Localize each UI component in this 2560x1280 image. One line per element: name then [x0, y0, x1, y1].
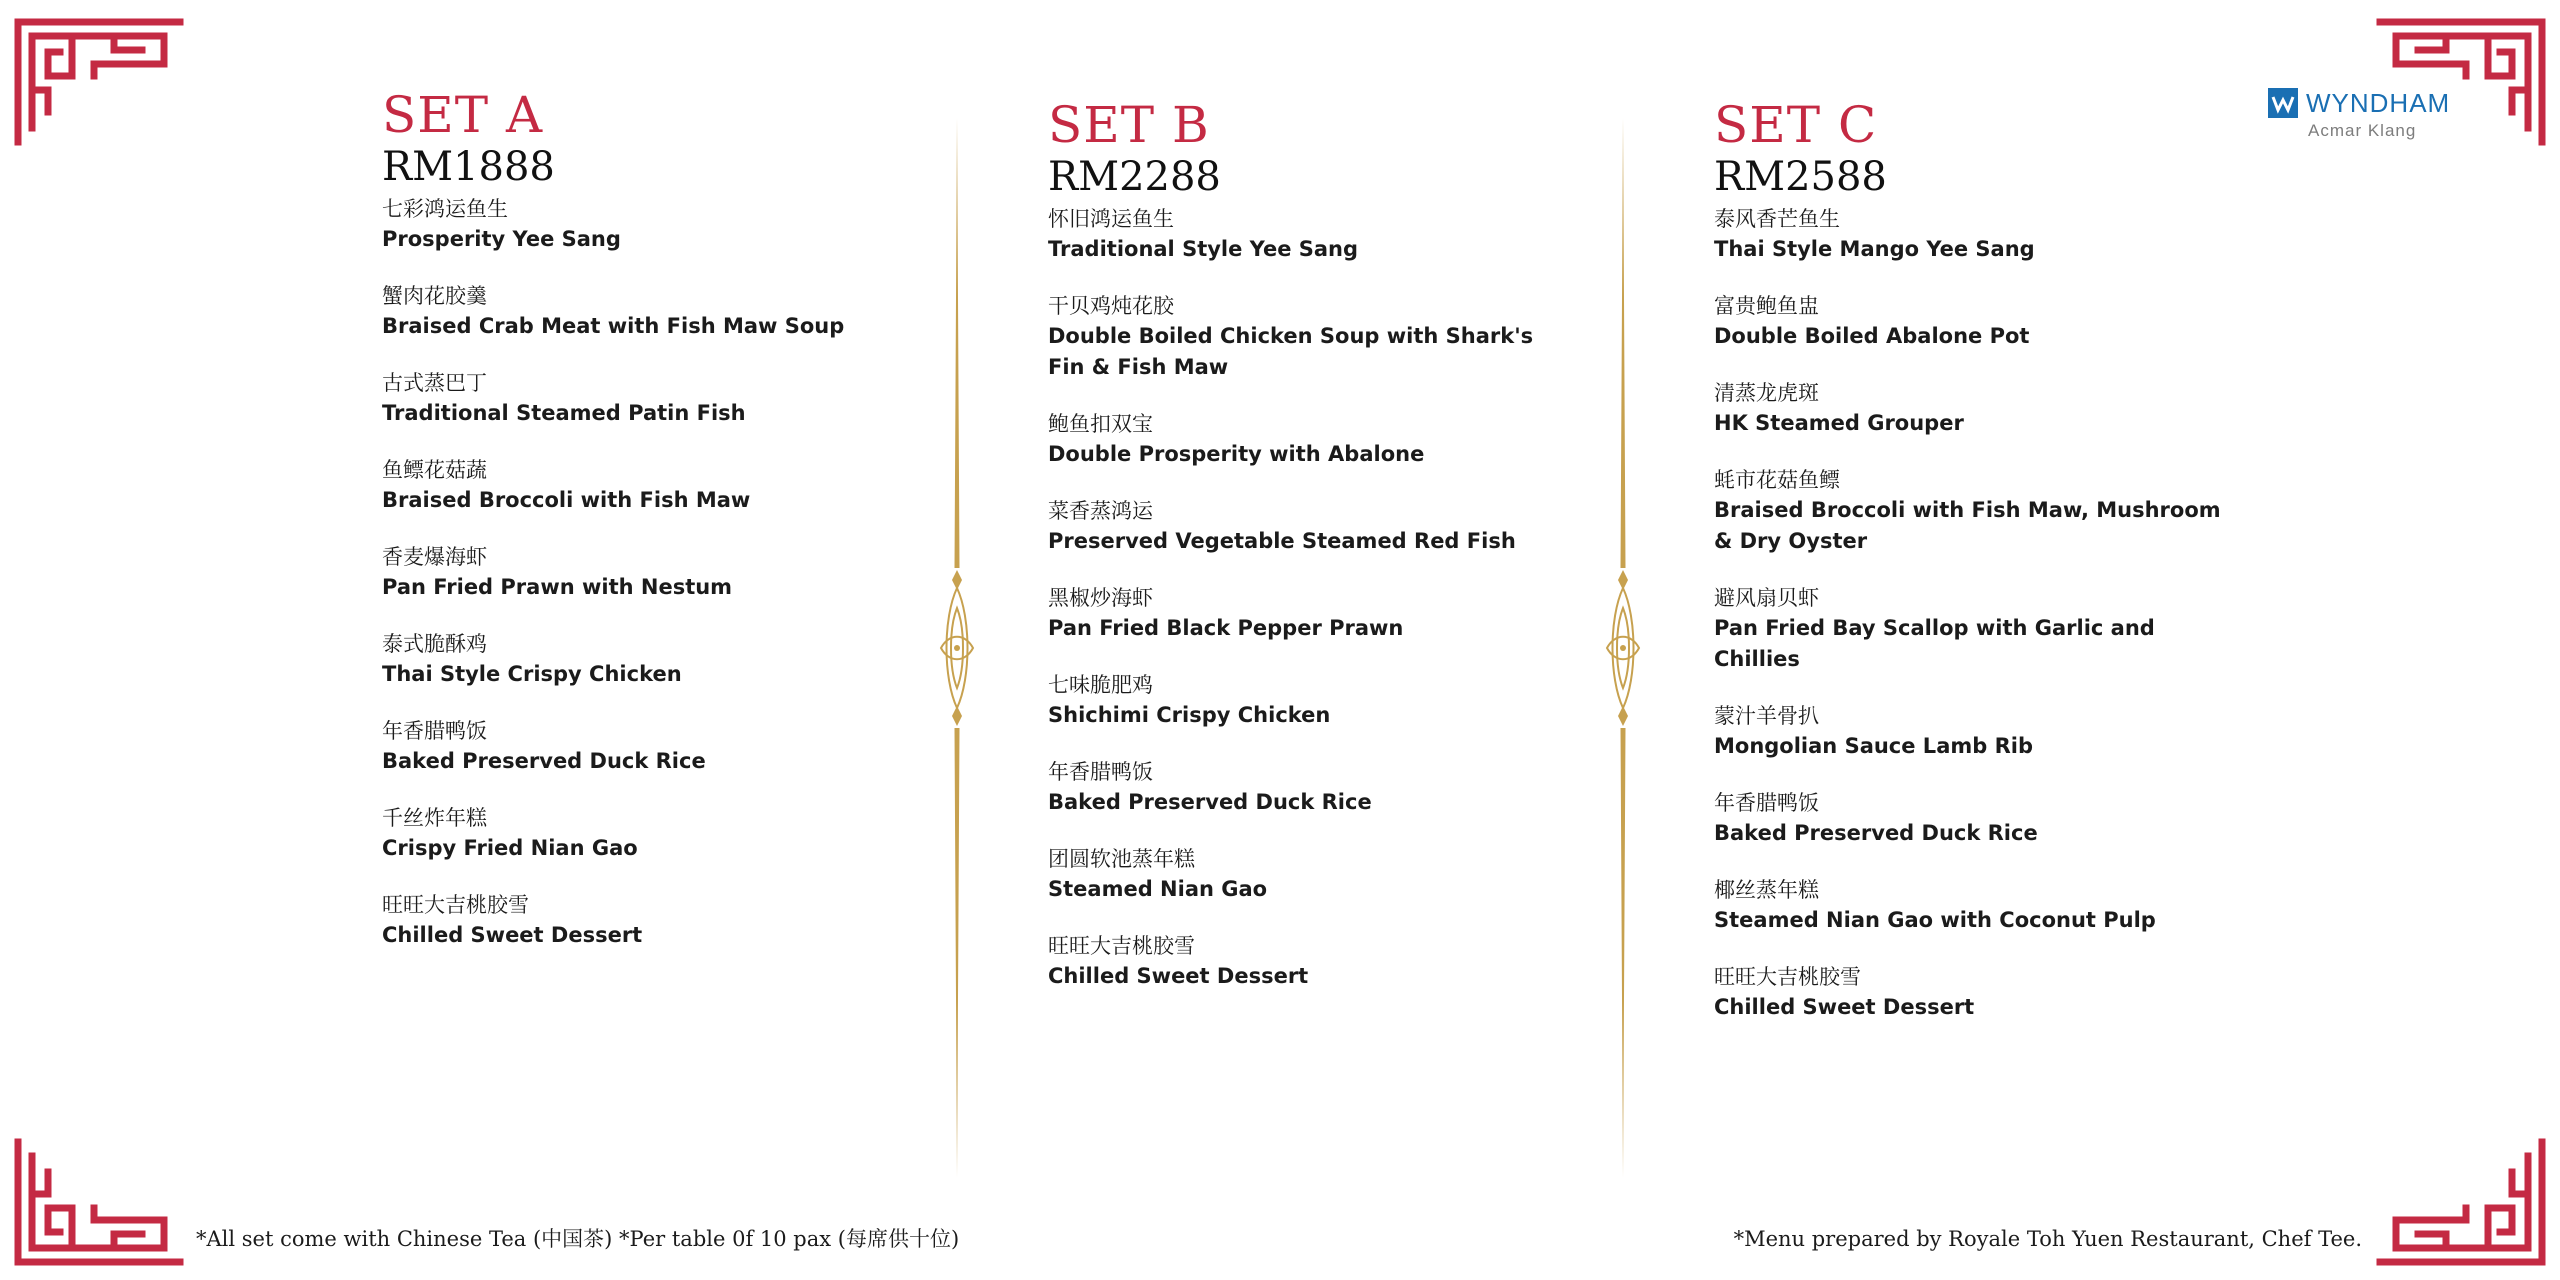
- set-price: RM1888: [382, 144, 555, 190]
- dish-english-name: Traditional Steamed Patin Fish: [382, 401, 746, 425]
- dish-english-name: Chilled Sweet Dessert: [1714, 995, 1975, 1019]
- set-title: SET B: [1048, 96, 1210, 154]
- dish-chinese-name: 椰丝蒸年糕: [1714, 878, 1819, 902]
- dish-english-name: Pan Fried Bay Scallop with Garlic and Chillies: [1714, 616, 2155, 671]
- set-title: SET A: [382, 86, 544, 144]
- dish-english-name: Chilled Sweet Dessert: [382, 923, 643, 947]
- corner-fret-ornament-top-left: [14, 18, 184, 146]
- dish-chinese-name: 蟹肉花胶羹: [382, 284, 487, 308]
- menu-item: [1714, 204, 2234, 265]
- dish-chinese-name: 年香腊鸭饭: [1048, 760, 1153, 784]
- menu-item: [382, 368, 902, 429]
- dish-english-name: Baked Preserved Duck Rice: [1714, 821, 2038, 845]
- wyndham-logo: [2268, 86, 2468, 146]
- menu-item: [1048, 583, 1568, 644]
- menu-item: [1048, 757, 1568, 818]
- gold-ornamental-divider: [937, 118, 977, 1178]
- dish-chinese-name: 团圆软池蒸年糕: [1048, 847, 1195, 871]
- dish-chinese-name: 旺旺大吉桃胶雪: [1048, 934, 1195, 958]
- menu-item: [1714, 788, 2234, 849]
- menu-item: [382, 803, 902, 864]
- dish-english-name: Braised Broccoli with Fish Maw: [382, 488, 751, 512]
- dish-english-name: Baked Preserved Duck Rice: [1048, 790, 1372, 814]
- dish-chinese-name: 七彩鸿运鱼生: [382, 197, 508, 221]
- dish-english-name: Shichimi Crispy Chicken: [1048, 703, 1331, 727]
- menu-item: [1714, 875, 2234, 936]
- dish-chinese-name: 年香腊鸭饭: [382, 719, 487, 743]
- dish-chinese-name: 泰式脆酥鸡: [382, 632, 487, 656]
- dish-chinese-name: 七味脆肥鸡: [1048, 673, 1153, 697]
- menu-item: [382, 542, 902, 603]
- menu-item: [1714, 465, 2234, 557]
- dish-chinese-name: 蒙汁羊骨扒: [1714, 704, 1819, 728]
- dish-chinese-name: 干贝鸡炖花胶: [1048, 294, 1174, 318]
- dish-english-name: Pan Fried Prawn with Nestum: [382, 575, 733, 599]
- dish-chinese-name: 黑椒炒海虾: [1048, 586, 1153, 610]
- dish-chinese-name: 蚝市花菇鱼鳔: [1714, 468, 1840, 492]
- dish-english-name: Mongolian Sauce Lamb Rib: [1714, 734, 2033, 758]
- dish-english-name: Prosperity Yee Sang: [382, 227, 621, 251]
- dish-english-name: Chilled Sweet Dessert: [1048, 964, 1309, 988]
- dish-english-name: Preserved Vegetable Steamed Red Fish: [1048, 529, 1516, 553]
- menu-item: [1048, 496, 1568, 557]
- menu-item: [1714, 962, 2234, 1023]
- menu-item: [1048, 409, 1568, 470]
- dish-english-name: Braised Crab Meat with Fish Maw Soup: [382, 314, 845, 338]
- dish-english-name: Crispy Fried Nian Gao: [382, 836, 638, 860]
- menu-item: [1714, 378, 2234, 439]
- menu-item: [382, 629, 902, 690]
- logo-sublabel: Acmar Klang: [2308, 121, 2417, 140]
- gold-ornamental-divider: [1603, 118, 1643, 1178]
- dish-chinese-name: 千丝炸年糕: [382, 806, 487, 830]
- dish-chinese-name: 鲍鱼扣双宝: [1048, 412, 1153, 436]
- logo-name: WYNDHAM: [2306, 88, 2451, 118]
- dish-english-name: Double Prosperity with Abalone: [1048, 442, 1425, 466]
- wyndham-w-icon: [2268, 88, 2298, 118]
- dish-chinese-name: 年香腊鸭饭: [1714, 791, 1819, 815]
- menu-item: [1714, 291, 2234, 352]
- footer-note-right: *Menu prepared by Royale Toh Yuen Restaurant, Chef Tee.: [1733, 1227, 2362, 1251]
- dish-english-name: Traditional Style Yee Sang: [1048, 237, 1359, 261]
- set-title: SET C: [1714, 96, 1878, 154]
- dish-chinese-name: 避风扇贝虾: [1714, 586, 1819, 610]
- footer-note-left: *All set come with Chinese Tea (中国茶) *Per table 0f 10 pax (每席供十位): [196, 1227, 960, 1251]
- menu-item: [382, 455, 902, 516]
- menu-item: [1714, 701, 2234, 762]
- corner-fret-ornament-bottom-left: [14, 1138, 184, 1266]
- dish-english-name: Double Boiled Chicken Soup with Shark's Fin & Fish Maw: [1048, 324, 1534, 379]
- menu-item: [382, 194, 902, 255]
- dish-english-name: Double Boiled Abalone Pot: [1714, 324, 2030, 348]
- dish-english-name: Thai Style Mango Yee Sang: [1714, 237, 2035, 261]
- dish-english-name: Thai Style Crispy Chicken: [382, 662, 682, 686]
- dish-chinese-name: 旺旺大吉桃胶雪: [382, 893, 529, 917]
- dish-chinese-name: 富贵鲍鱼盅: [1714, 294, 1819, 318]
- dish-english-name: Pan Fried Black Pepper Prawn: [1048, 616, 1404, 640]
- dish-english-name: Braised Broccoli with Fish Maw, Mushroom & Dry Oyster: [1714, 498, 2221, 553]
- dish-chinese-name: 香麦爆海虾: [382, 545, 487, 569]
- menu-item: [1048, 931, 1568, 992]
- dish-chinese-name: 古式蒸巴丁: [382, 371, 487, 395]
- menu-item: [1048, 670, 1568, 731]
- dish-english-name: Steamed Nian Gao with Coconut Pulp: [1714, 908, 2156, 932]
- menu-item: [1048, 204, 1568, 265]
- dish-chinese-name: 旺旺大吉桃胶雪: [1714, 965, 1861, 989]
- corner-fret-ornament-bottom-right: [2376, 1138, 2546, 1266]
- menu-item: [382, 890, 902, 951]
- set-b-column: [1048, 98, 1568, 1018]
- dish-chinese-name: 泰风香芒鱼生: [1714, 207, 1840, 231]
- dish-english-name: HK Steamed Grouper: [1714, 411, 1964, 435]
- menu-item: [382, 716, 902, 777]
- menu-item: [1048, 291, 1568, 383]
- set-price: RM2588: [1714, 154, 1887, 200]
- dish-english-name: Baked Preserved Duck Rice: [382, 749, 706, 773]
- dish-chinese-name: 鱼鳔花菇蔬: [382, 458, 487, 482]
- menu-item: [1048, 844, 1568, 905]
- set-a-column: [382, 88, 902, 977]
- dish-english-name: Steamed Nian Gao: [1048, 877, 1268, 901]
- menu-item: [1714, 583, 2234, 675]
- set-price: RM2288: [1048, 154, 1221, 200]
- dish-chinese-name: 清蒸龙虎斑: [1714, 381, 1819, 405]
- dish-chinese-name: 菜香蒸鸿运: [1048, 499, 1153, 523]
- dish-chinese-name: 怀旧鸿运鱼生: [1048, 207, 1174, 231]
- menu-item: [382, 281, 902, 342]
- set-c-column: [1714, 98, 2234, 1049]
